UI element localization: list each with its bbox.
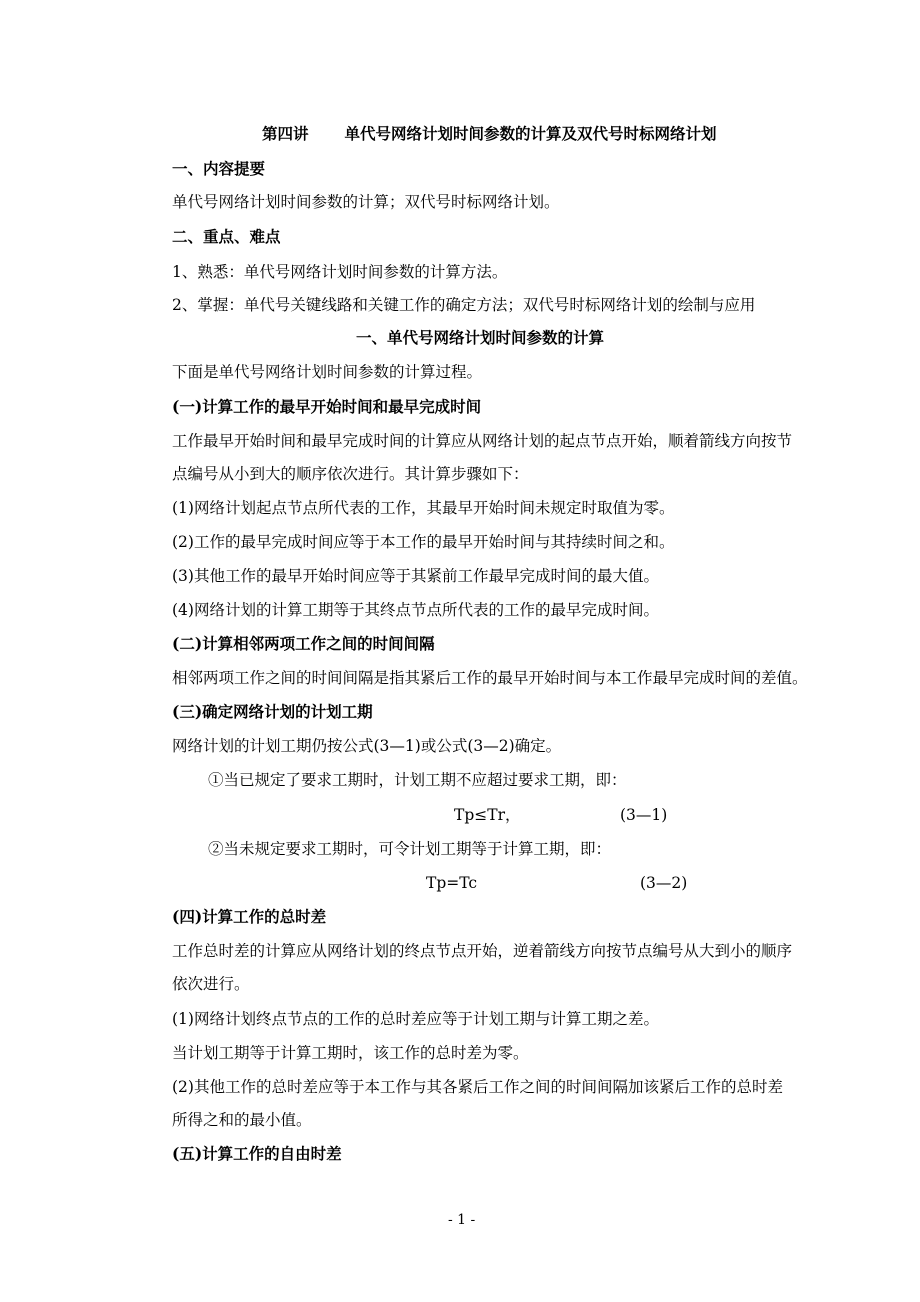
subsection-3-case-1: ①当已规定了要求工期时，计划工期不应超过要求工期，即： <box>208 771 627 789</box>
subsection-1-step-2: (2)工作的最早完成时间应等于本工作的最早开始时间与其持续时间之和。 <box>172 533 675 551</box>
lecture-number: 第四讲 <box>262 124 309 143</box>
subsection-1-heading: (一)计算工作的最早开始时间和最早完成时间 <box>172 397 482 416</box>
equation-3-2: Tp=Tc <box>426 874 478 892</box>
subsection-4-rule-1: (1)网络计划终点节点的工作的总时差应等于计划工期与计算工期之差。 <box>172 1010 659 1028</box>
subsection-3-case-2: ②当未规定要求工期时，可令计划工期等于计算工期，即： <box>208 840 612 858</box>
subsection-2-heading: (二)计算相邻两项工作之间的时间间隔 <box>172 634 435 653</box>
subsection-1-step-4: (4)网络计划的计算工期等于其终点节点所代表的工作的最早完成时间。 <box>172 601 659 619</box>
subsection-3-heading: (三)确定网络计划的计划工期 <box>172 702 373 721</box>
key-point-2: 2、掌握：单代号关键线路和关键工作的确定方法；双代号时标网络计划的绘制与应用 <box>172 296 756 314</box>
equation-3-1: Tp≤Tr， <box>454 806 521 824</box>
subsection-1-step-3: (3)其他工作的最早开始时间应等于其紧前工作最早完成时间的最大值。 <box>172 567 659 585</box>
subsection-4-heading: (四)计算工作的总时差 <box>172 907 327 926</box>
subsection-1-para-line-2: 点编号从小到大的顺序依次进行。其计算步骤如下： <box>172 465 529 483</box>
page-title <box>262 124 717 144</box>
subsection-1-para-line-1: 工作最早开始时间和最早完成时间的计算应从网络计划的起点节点开始，顺着箭线方向按节 <box>172 432 793 450</box>
heading-content-summary: 一、内容提要 <box>172 159 266 178</box>
key-point-1: 1、熟悉：单代号网络计划时间参数的计算方法。 <box>172 263 508 281</box>
subsection-4-rule-1-note: 当计划工期等于计算工期时，该工作的总时差为零。 <box>172 1044 529 1062</box>
subsection-2-para: 相邻两项工作之间的时间间隔是指其紧后工作的最早开始时间与本工作最早完成时间的差值。 <box>172 669 808 687</box>
content-summary-text: 单代号网络计划时间参数的计算；双代号时标网络计划。 <box>172 193 560 211</box>
subsection-4-para-line-2: 依次进行。 <box>172 975 250 993</box>
subsection-5-heading: (五)计算工作的自由时差 <box>172 1144 342 1163</box>
equation-3-1-number: (3—1) <box>620 806 668 824</box>
subsection-4-rule-2-line-2: 所得之和的最小值。 <box>172 1111 312 1129</box>
section-1-intro: 下面是单代号网络计划时间参数的计算过程。 <box>172 363 483 381</box>
lecture-subject: 单代号网络计划时间参数的计算及双代号时标网络计划 <box>344 124 717 143</box>
section-1-title: 一、单代号网络计划时间参数的计算 <box>356 328 605 347</box>
heading-key-points: 二、重点、难点 <box>172 227 281 246</box>
subsection-4-rule-2-line-1: (2)其他工作的总时差应等于本工作与其各紧后工作之间的时间间隔加该紧后工作的总时差 <box>172 1078 783 1096</box>
subsection-1-step-1: (1)网络计划起点节点所代表的工作，其最早开始时间未规定时取值为零。 <box>172 499 675 517</box>
page-number: - 1 - <box>448 1212 476 1228</box>
subsection-4-para-line-1: 工作总时差的计算应从网络计划的终点节点开始，逆着箭线方向按节点编号从大到小的顺序 <box>172 942 793 960</box>
equation-3-2-number: (3—2) <box>640 874 688 892</box>
subsection-3-para: 网络计划的计划工期仍按公式(3—1)或公式(3—2)确定。 <box>172 737 562 755</box>
